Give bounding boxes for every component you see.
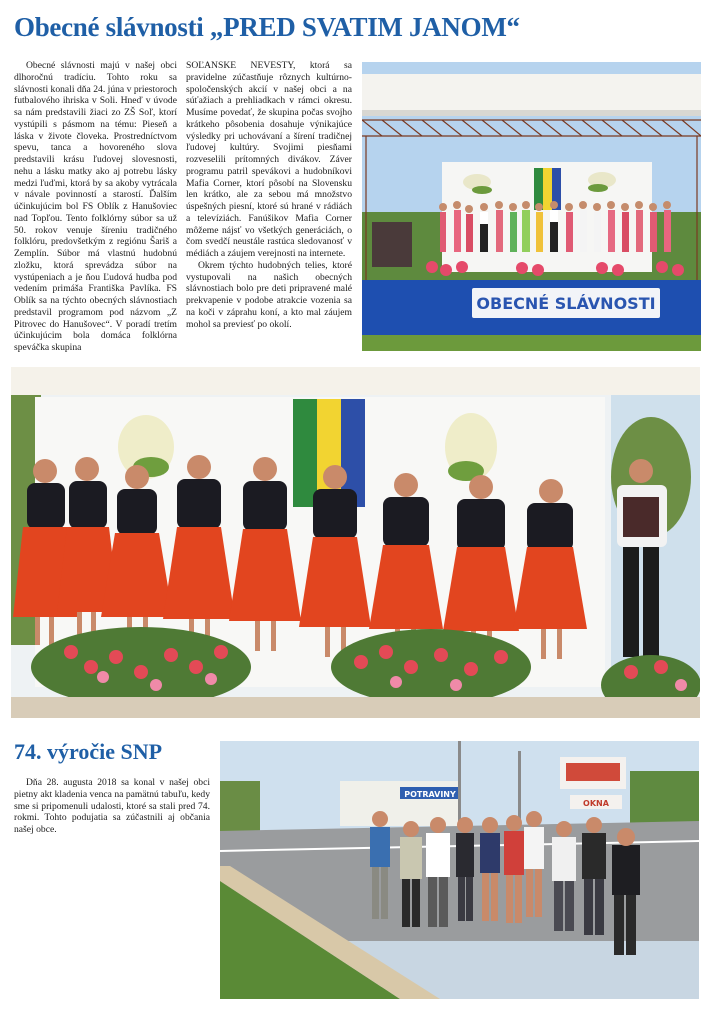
- snp-paragraph: Dňa 28. augusta 2018 sa konal v našej obci pietny akt kladenia venca na pamätnú tabuľu, kedy sme si pripomenuli udalosti, ktoré sa stali pred 74. rokmi. Tohto podujatia sa zúčastnili aj občania našej obce.: [14, 777, 210, 835]
- window-sign-text: OKNA: [583, 799, 609, 808]
- article-headline: Obecné slávnosti „PRED SVATIM JANOM“: [14, 12, 520, 42]
- singers-photo: [11, 367, 700, 718]
- stage-banner-text: OBECNÉ SLÁVNOSTI: [476, 294, 656, 313]
- shop-sign-text: POTRAVINY: [404, 790, 456, 799]
- stage-photo: [362, 62, 701, 351]
- snp-headline: 74. výročie SNP: [14, 739, 163, 764]
- article-paragraph: SOĽANSKE NEVESTY, ktorá sa pravidelne zúčastňuje rôznych kultúrno-spoločenských akcií v našej obci a na súťažiach a prehliadkach v rámci okresu. Musíme povedať, že skupina počas svojho krátkeho pôsobenia dosahuje výnikajúce výsledky pri uchovávaní a šírení tradičnej ľudovej kultúry. Svojimi piesňami rozveselili prítomných divákov. Záver programu patril spevákovi a hudobníkovi Mafia Corner, ktorí pôsobí na Slovensku len krátko, ale za sebou má množstvo úspešných piesní, ktoré sú hrané v rádiách a televíziách. Fanúšikov Mafia Corner môžeme nájsť vo všetkých generáciách, o čom svedčí neustále rastúca sledovanosť v médiách a záujem verejnosti na internete.: [186, 60, 352, 259]
- article-paragraph: Okrem týchto hudobných telies, ktoré vystupovali na našich obecných slávnostiach bolo pre deti pripravené malé prekvapenie v podobe atrakcie vozenia sa na koči v záprahu koní, a kto mal záujem mohol sa previesť po okolí.: [186, 259, 352, 330]
- article-paragraph: Obecné slávnosti majú v našej obci dlhoročnú tradíciu. Tohto roku sa slávnosti konali dňa 24. júna v priestoroch futbalového ihriska v Soli. Hneď v úvode sa nám predstavili žiaci zo ZŠ Soľ, ktorí vystúpili s pásmom na tému: Pieseň a láska v živote človeka. Prostredníctvom spevu, tanca a hovoreného slova predstavili krásu ľudovej slovesnosti, nehu a lásku matky ako aj potrebu lásky medzi ľuďmi, ktorá by sa akoby vytrácala v návale povinností a starostí. Ďalším účinkujúcim bol FS Oblík z Hanušoviec nad Topľou. Tento folklórny súbor sa už 50. rokov venuje šíreniu tradičného folklóru, predovšetkým z regiónu Šariš a Zemplín. Súbor má vlastnú hudobnú zložku, ktorá sprevádza súbor na vystúpeniach a je ňou Ľudová hudba pod vedením primáša Františka Pavlíka. FS Oblík sa na týchto obecných slávnostiach predstavil programom pod názvom „Z Pitrovec do Hanušovec“. V poradí tretím účinkujúcim bola domáca folklórna speváčka skupina: [14, 60, 177, 353]
- memorial-photo: [220, 741, 699, 999]
- article-column-2: [186, 60, 352, 330]
- article-column-1: [14, 60, 177, 354]
- snp-text: [14, 777, 210, 836]
